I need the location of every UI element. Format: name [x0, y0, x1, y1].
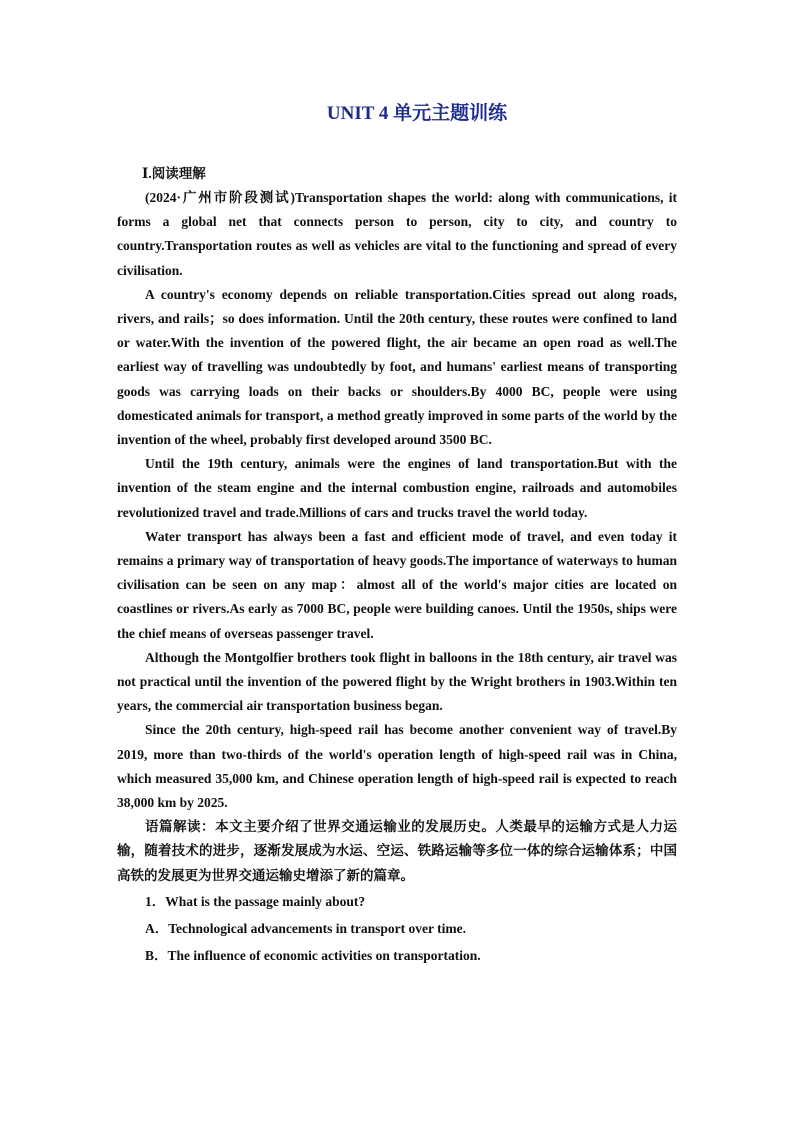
paragraph: Although the Montgolfier brothers took flight in balloons in the 18th century, air travel was not practical until the invention of the powered flight by the Wright brothers in 1903.Within ten years, the commercial air transportation business began.	[117, 649, 677, 714]
paragraph: (2024·广州市阶段测试)Transportation shapes the world: along with communications, it forms a global net that connects person to person, city to city, and country to country.Transportation routes as well as vehicles are vital to the functioning and spread of every civilisation.	[117, 190, 677, 278]
passage	[117, 186, 677, 969]
analysis-text: 本文主要介绍了世界交通运输业的发展历史。人类最早的运输方式是人力运输，随着技术的进步，逐渐发展成为水运、空运、铁路运输等多位一体的综合运输体系；中国高铁的发展更为世界交通运输史增添了新的篇章。	[117, 819, 678, 883]
option-a: A．Technological advancements in transport over time.	[145, 920, 466, 936]
analysis-label: 语篇解读：	[145, 819, 216, 835]
question: 1．What is the passage mainly about?	[145, 893, 366, 909]
paragraph: Water transport has always been a fast and efficient mode of travel, and even today it remains a primary way of transportation of heavy goods.The importance of waterways to human civilisation can be seen on any map：almost all of the world's major cities are located on coastlines or rivers.As early as 7000 BC, people were building canoes. Until the 1950s, ships were the chief means of overseas passenger travel.	[117, 528, 677, 641]
option-b: B．The influence of economic activities on transportation.	[145, 947, 481, 963]
paragraph: Since the 20th century, high-speed rail has become another convenient way of travel.By 2019, more than two-thirds of the world's operation length of high-speed rail was in China, which measured 35,000 km, and Chinese operation length of high-speed rail is expected to reach 38,000 km by 2025.	[117, 722, 677, 811]
section-heading: Ⅰ.阅读理解	[142, 166, 206, 181]
paragraph: A country's economy depends on reliable transportation.Cities spread out along roads, rivers, and rails；so does information. Until the 20th century, these routes were confined to land or water.With the invention of the powered flight, the air became an open road as well.The earliest way of travelling was undoubtedly by foot, and humans' earliest means of transporting goods was carrying loads on their backs or shoulders.By 4000 BC, people were using domesticated animals for transport, a method greatly improved in some parts of the world by the invention of the wheel, probably first developed around 3500 BC.	[117, 286, 677, 448]
page-title: UNIT 4 单元主题训练	[326, 103, 508, 124]
passage-analysis	[117, 815, 677, 888]
paragraph: Until the 19th century, animals were the engines of land transportation.But with the invention of the steam engine and the internal combustion engine, railroads and automobiles revolutionized travel and trade.Millions of cars and trucks travel the world today.	[117, 456, 677, 520]
